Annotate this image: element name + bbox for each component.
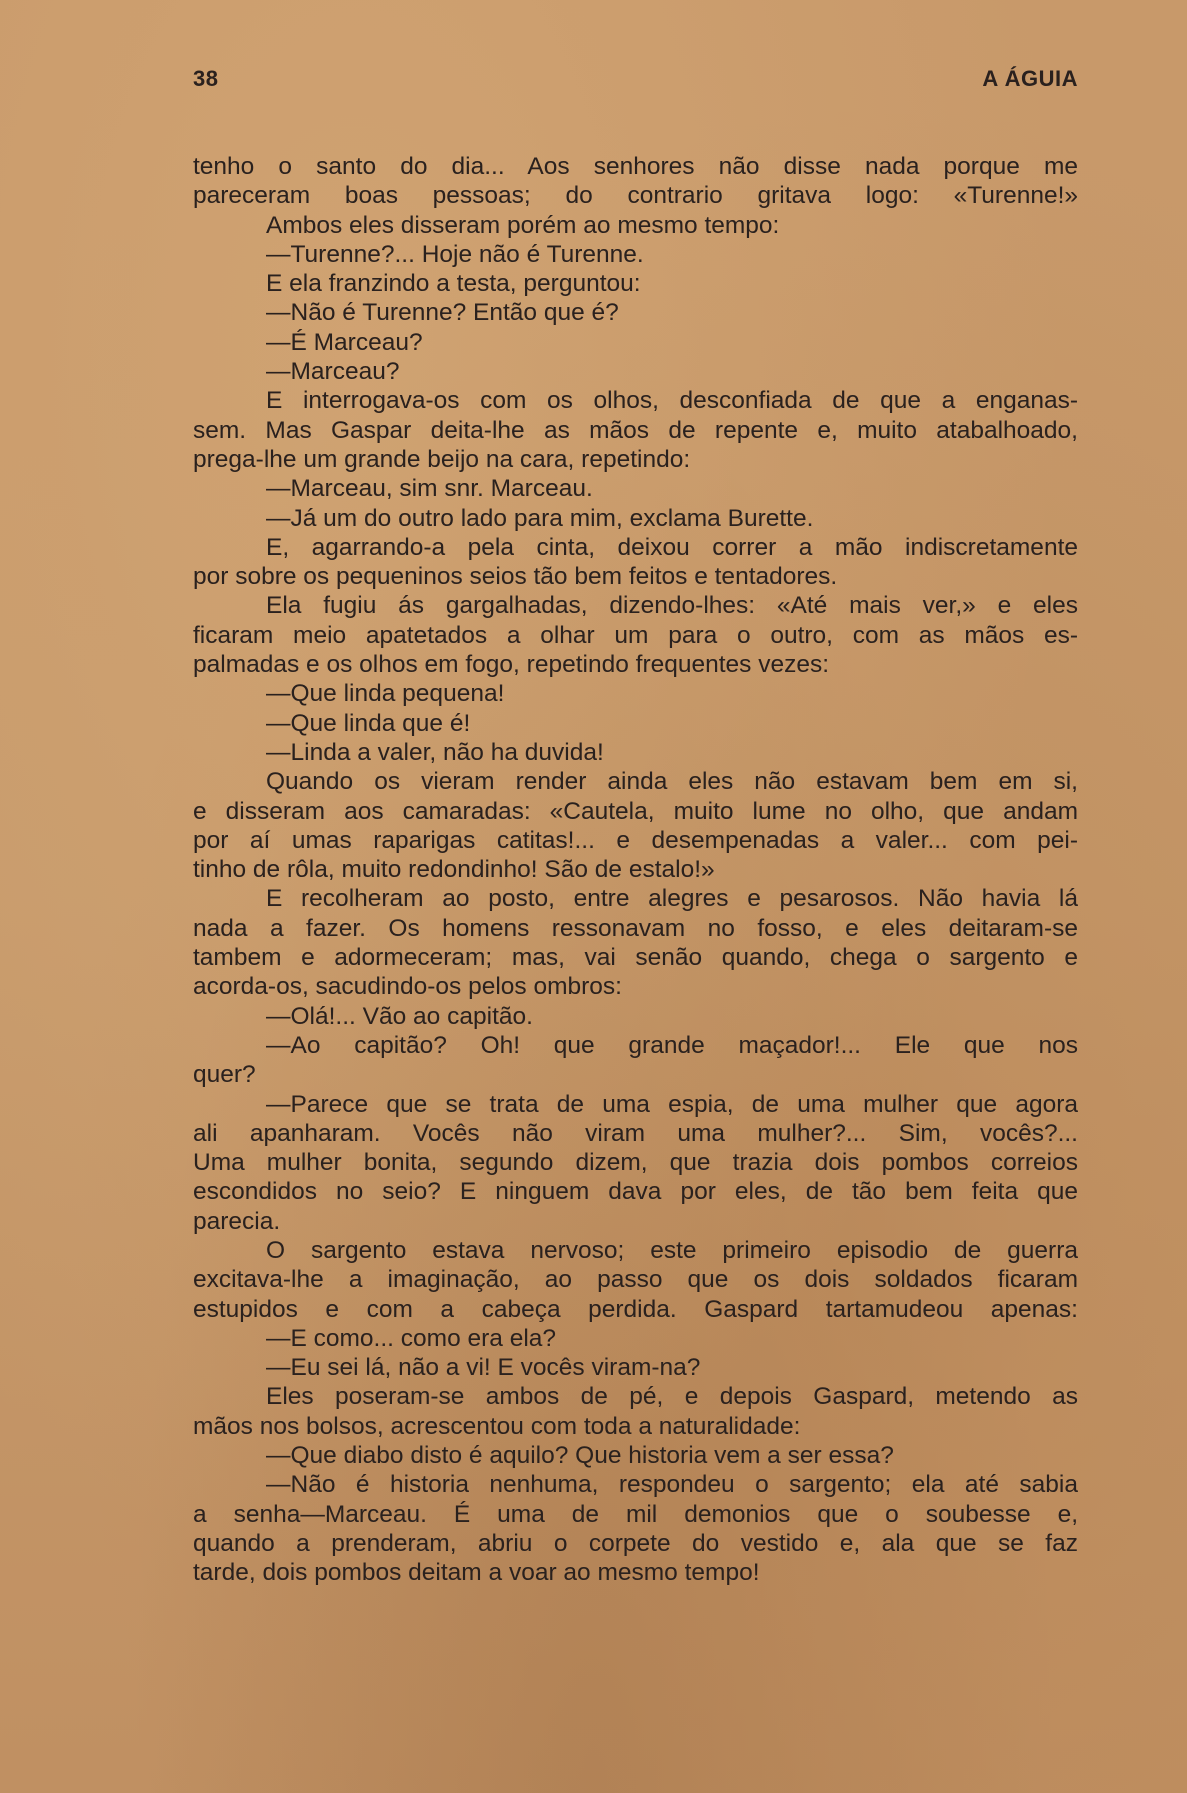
text-line: —Ao capitão? Oh! que grande maçador!... Ele que nos — [266, 1031, 1078, 1059]
text-line: ali apanharam. Vocês não viram uma mulher?... Sim, vocês?... — [193, 1119, 1078, 1147]
text-line: a senha—Marceau. É uma de mil demonios que o soubesse e, — [193, 1500, 1078, 1528]
text-line: tarde, dois pombos deitam a voar ao mesmo tempo! — [193, 1559, 760, 1587]
text-line: E interrogava-os com os olhos, desconfiada de que a enganas- — [266, 387, 1078, 415]
text-line: prega-lhe um grande beijo na cara, repetindo: — [193, 445, 691, 473]
text-line: sem. Mas Gaspar deita-lhe as mãos de repente e, muito atabalhoado, — [193, 416, 1078, 444]
text-line: —Não é Turenne? Então que é? — [266, 299, 619, 327]
text-line: —Que linda que é! — [266, 709, 471, 737]
text-line: —Que diabo disto é aquilo? Que historia vem a ser essa? — [266, 1442, 894, 1470]
text-line: mãos nos bolsos, acrescentou com toda a naturalidade: — [193, 1412, 801, 1440]
text-line: —Não é historia nenhuma, respondeu o sargento; ela até sabia — [266, 1471, 1078, 1499]
page-number: 38 — [193, 66, 219, 91]
text-line: por aí umas raparigas catitas!... e desempenadas a valer... com pei- — [193, 826, 1078, 854]
text-line: —Já um do outro lado para mim, exclama Burette. — [266, 504, 814, 532]
text-line: —Parece que se trata de uma espia, de uma mulher que agora — [266, 1090, 1078, 1118]
text-line: parecia. — [193, 1207, 281, 1235]
text-line: —Marceau? — [266, 358, 400, 386]
text-line: —É Marceau? — [266, 328, 423, 356]
text-line: pareceram boas pessoas; do contrario gritava logo: «Turenne!» — [193, 182, 1078, 210]
text-line: —Marceau, sim snr. Marceau. — [266, 475, 593, 503]
text-line: ficaram meio apatetados a olhar um para o outro, com as mãos es- — [193, 621, 1078, 649]
text-line: quer? — [193, 1061, 256, 1089]
text-line: —Olá!... Vão ao capitão. — [266, 1002, 533, 1030]
text-line: —Turenne?... Hoje não é Turenne. — [266, 240, 644, 268]
text-line: quando a prenderam, abriu o corpete do vestido e, ala que se faz — [193, 1529, 1078, 1557]
text-line: Quando os vieram render ainda eles não estavam bem em si, — [266, 768, 1078, 796]
text-line: —E como... como era ela? — [266, 1324, 557, 1352]
text-line: tinho de rôla, muito redondinho! São de estalo!» — [193, 856, 715, 884]
text-line: Eles poseram-se ambos de pé, e depois Gaspard, metendo as — [266, 1383, 1078, 1411]
text-line: excitava-lhe a imaginação, ao passo que os dois soldados ficaram — [193, 1266, 1078, 1294]
text-line: tenho o santo do dia... Aos senhores não disse nada porque me — [193, 153, 1078, 180]
text-line: E recolheram ao posto, entre alegres e pesarosos. Não havia lá — [266, 885, 1078, 913]
text-line: Ambos eles disseram porém ao mesmo tempo: — [266, 211, 780, 239]
text-line: palmadas e os olhos em fogo, repetindo frequentes vezes: — [193, 651, 830, 679]
text-line: Ela fugiu ás gargalhadas, dizendo-lhes: «Até mais ver,» e eles — [266, 592, 1078, 620]
text-line: E ela franzindo a testa, perguntou: — [266, 270, 641, 298]
text-line: Uma mulher bonita, segundo dizem, que trazia dois pombos correios — [193, 1149, 1078, 1177]
text-line: estupidos e com a cabeça perdida. Gaspard tartamudeou apenas: — [193, 1295, 1078, 1323]
text-line: tambem e adormeceram; mas, vai senão quando, chega o sargento e — [193, 944, 1078, 972]
text-line: —Eu sei lá, não a vi! E vocês viram-na? — [266, 1354, 701, 1382]
text-line: escondidos no seio? E ninguem dava por eles, de tão bem feita que — [193, 1178, 1078, 1206]
text-line: por sobre os pequeninos seios tão bem feitos e tentadores. — [193, 563, 838, 591]
page-header — [193, 66, 1078, 100]
text-line: —Que linda pequena! — [266, 680, 505, 708]
running-title: A ÁGUIA — [982, 66, 1078, 91]
text-line: O sargento estava nervoso; este primeiro episodio de guerra — [266, 1236, 1078, 1264]
body-text — [193, 152, 1078, 1588]
text-line: —Linda a valer, não ha duvida! — [266, 738, 604, 766]
text-line: acorda-os, sacudindo-os pelos ombros: — [193, 973, 622, 1001]
text-line: nada a fazer. Os homens ressonavam no fosso, e eles deitaram-se — [193, 914, 1078, 942]
text-line: E, agarrando-a pela cinta, deixou correr a mão indiscretamente — [266, 533, 1078, 561]
text-line: e disseram aos camaradas: «Cautela, muito lume no olho, que andam — [193, 797, 1078, 825]
